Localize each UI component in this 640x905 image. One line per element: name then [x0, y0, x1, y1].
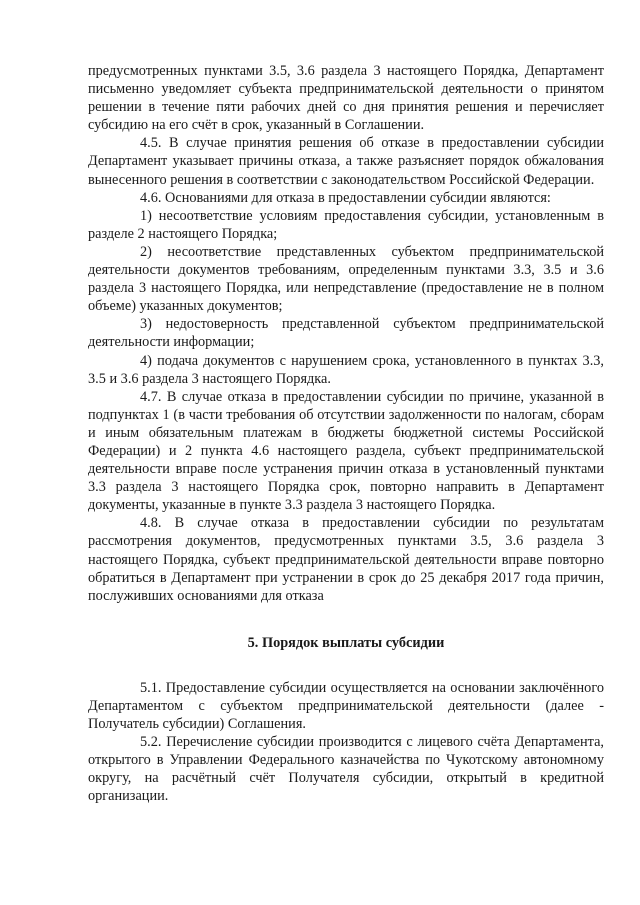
paragraph-4-5: 4.5. В случае принятия решения об отказе в предоставлении субсидии Департамент указывает причины отказа, а также разъясняет порядок обжалования вынесенного решения в соответствии с законодательством Российской Федерации.: [88, 135, 604, 188]
paragraph-5-1: 5.1. Предоставление субсидии осуществляется на основании заключённого Департаментом с субъектом предпринимательской деятельности (далее - Получатель субсидии) Соглашения.: [88, 679, 604, 733]
list-item-4-6-1: 1) несоответствие условиям предоставления субсидии, установленным в разделе 2 настоящего Порядка;: [88, 207, 604, 242]
list-item-4-6-3: 3) недостоверность представленной субъектом предпринимательской деятельности информации;: [88, 316, 604, 351]
paragraph-5-2: 5.2. Перечисление субсидии производится с лицевого счёта Департамента, открытого в Управлении Федерального казначейства по Чукотскому автономному округу, на расчётный счёт Получателя субсидии, открытый в кредитной организации.: [88, 734, 604, 805]
paragraph-4-8: 4.8. В случае отказа в предоставлении субсидии по результатам рассмотрения документов, предусмотренных пунктами 3.5, 3.6 раздела 3 настоящего Порядка, субъект предпринимательской деятельности вправе повторно обратиться в Департамент при устранении в срок до 25 декабря 2017 года причин, послуживших основаниями для отказа: [88, 515, 604, 604]
list-item-4-6-4: 4) подача документов с нарушением срока, установленного в пунктах 3.3, 3.5 и 3.6 раздела 3 настоящего Порядка.: [88, 352, 604, 387]
paragraph-4-7: 4.7. В случае отказа в предоставлении субсидии по причине, указанной в подпунктах 1 (в части требования об отсутствии задолженности по налогам, сборам и иным обязательным платежам в бюджеты бюджетной системы Российской Федерации) и 2 пункта 4.6 настоящего раздела, субъект предпринимательской деятельности вправе после устранения причин отказа в установленный пунктами 3.3 раздела 3 настоящего Порядка срок, повторно направить в Департамент документы, указанные в пункте 3.3 раздела 3 настоящего Порядка.: [88, 388, 604, 514]
section-heading: 5. Порядок выплаты субсидии: [247, 634, 445, 651]
list-item-4-6-2: 2) несоответствие представленных субъектом предпринимательской деятельности документов требованиям, определенным пунктами 3.3, 3.5 и 3.6 раздела 3 настоящего Порядка, или непредставление (предоставление не в полном объеме) указанных документов;: [88, 243, 604, 315]
paragraph-continuation: предусмотренных пунктами 3.5, 3.6 раздела 3 настоящего Порядка, Департамент письменно уведомляет субъекта предпринимательской деятельности о принятом решении в течение пяти рабочих дней со дня принятия решения и перечисляет субсидию на его счёт в срок, указанный в Соглашении.: [88, 63, 604, 134]
paragraph-4-6: 4.6. Основаниями для отказа в предоставлении субсидии являются:: [140, 189, 551, 206]
